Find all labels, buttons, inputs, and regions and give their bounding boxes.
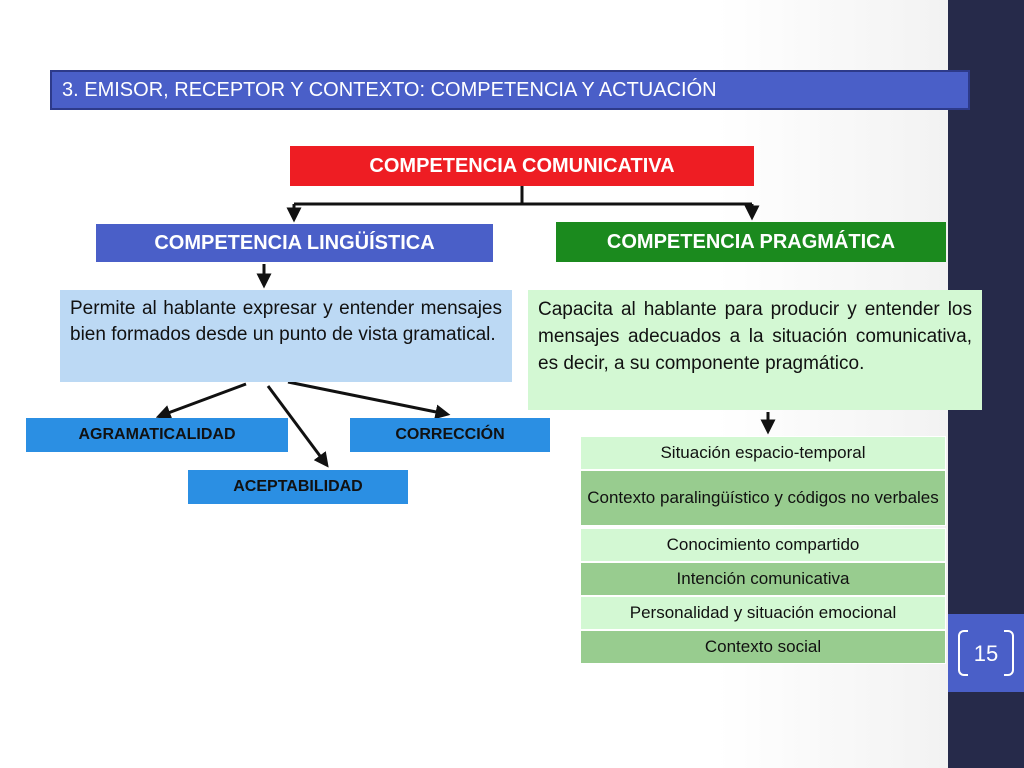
factor-item: Personalidad y situación emocional [580, 596, 946, 630]
factor-item: Conocimiento compartido [580, 528, 946, 562]
pragmatica-description [528, 290, 982, 410]
competencia-pragmatica-box: COMPETENCIA PRAGMÁTICA [556, 222, 946, 262]
factor-item: Contexto paralingüístico y códigos no verbales [580, 470, 946, 526]
arrow-to-correccion [288, 382, 446, 414]
factor-item: Intención comunicativa [580, 562, 946, 596]
correccion-label: CORRECCIÓN [350, 418, 550, 452]
linguistica-description-text: Permite al hablante expresar y entender mensajes bien formados desde un punto de vista gramatical. [70, 298, 502, 345]
linguistica-description [60, 290, 512, 382]
page-number: 15 [973, 641, 999, 666]
pragmatica-description-text: Capacita al hablante para producir y entender los mensajes adecuados a la situación comunicativa, es decir, a su componente pragmático. [538, 299, 972, 374]
factor-item: Contexto social [580, 630, 946, 664]
factor-item: Situación espacio-temporal [580, 436, 946, 470]
arrow-to-agramaticalidad [160, 384, 246, 416]
competencia-linguistica-box: COMPETENCIA LINGÜÍSTICA [96, 224, 493, 262]
slide-title: 3. EMISOR, RECEPTOR Y CONTEXTO: COMPETENCIA Y ACTUACIÓN [50, 70, 970, 110]
aceptabilidad-label: ACEPTABILIDAD [188, 470, 408, 504]
competencia-comunicativa-box: COMPETENCIA COMUNICATIVA [290, 146, 754, 186]
agramaticalidad-label: AGRAMATICALIDAD [26, 418, 288, 452]
